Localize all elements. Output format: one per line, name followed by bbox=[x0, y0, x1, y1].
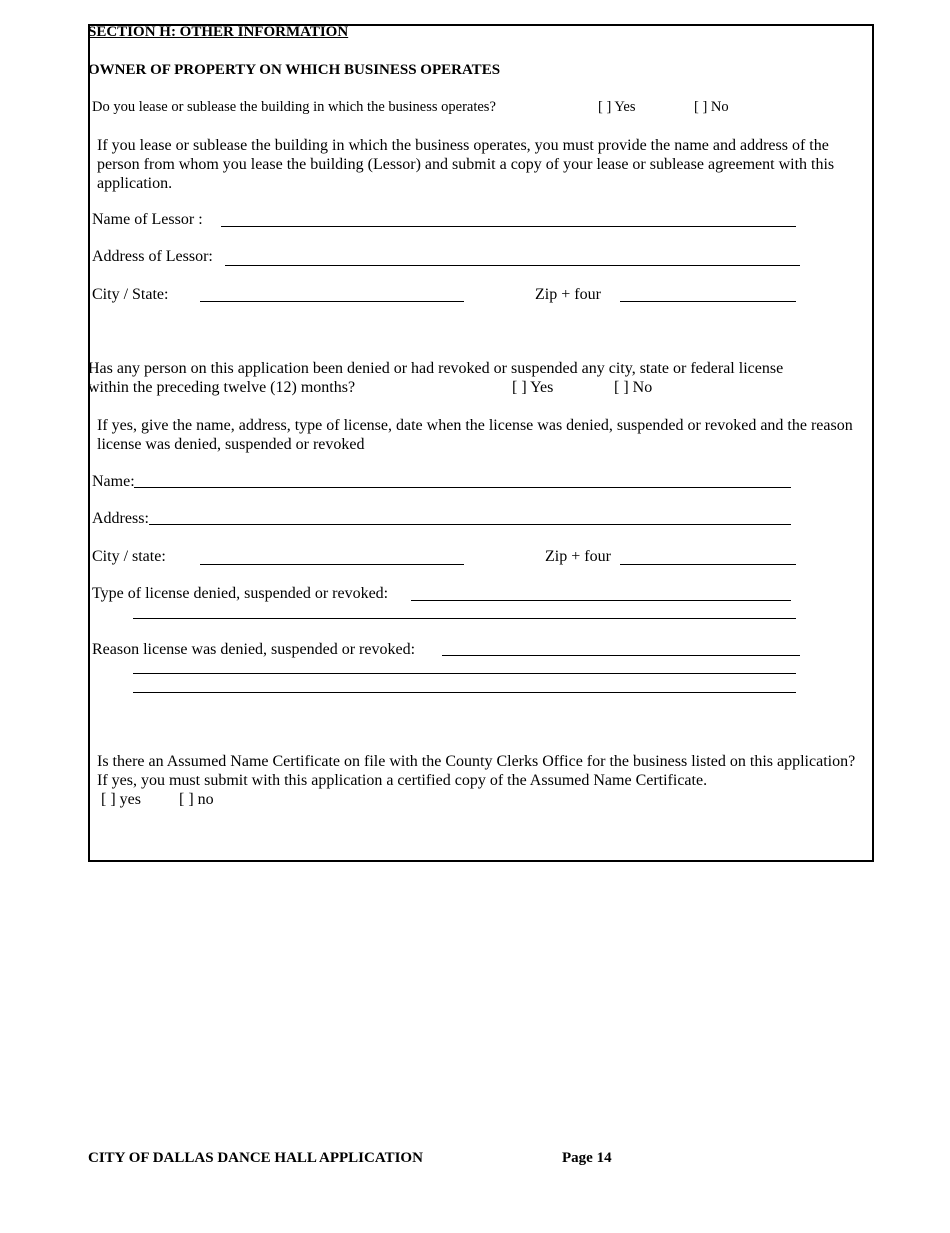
lessor-address-label: Address of Lessor: bbox=[92, 248, 213, 265]
lease-question: Do you lease or sublease the building in which the business operates? bbox=[92, 99, 496, 115]
license-zip-field[interactable] bbox=[620, 564, 796, 565]
license-instructions: If yes, give the name, address, type of license, date when the license was denied, suspended or revoked and the reason license was denied, suspended or revoked bbox=[97, 417, 853, 453]
license-name-field[interactable] bbox=[134, 487, 791, 488]
license-reason-label: Reason license was denied, suspended or revoked: bbox=[92, 641, 416, 658]
lessor-address-field[interactable] bbox=[225, 265, 800, 266]
license-reason-field[interactable] bbox=[442, 655, 800, 656]
license-name-label: Name: bbox=[92, 473, 135, 490]
footer-title: CITY OF DALLAS DANCE HALL APPLICATION bbox=[88, 1150, 423, 1166]
license-type-label: Type of license denied, suspended or revoked: bbox=[92, 585, 389, 602]
license-reason-field-line2[interactable] bbox=[133, 673, 796, 674]
owner-heading: OWNER OF PROPERTY ON WHICH BUSINESS OPERATES bbox=[88, 62, 501, 78]
license-address-field[interactable] bbox=[149, 524, 791, 525]
lease-instructions: If you lease or sublease the building in which the business operates, you must provide the name and address of the person from whom you lease the building (Lessor) and submit a copy of your lease or sublease agreement with this application. bbox=[97, 137, 835, 192]
lessor-name-field[interactable] bbox=[221, 226, 796, 227]
license-city-field[interactable] bbox=[200, 564, 464, 565]
lessor-city-label: City / State: bbox=[92, 286, 169, 303]
license-yes-checkbox[interactable]: [ ] Yes bbox=[512, 379, 554, 396]
assumed-name-yes-checkbox[interactable]: [ ] yes bbox=[101, 791, 141, 808]
license-zip-label: Zip + four bbox=[545, 548, 611, 565]
lessor-city-field[interactable] bbox=[200, 301, 464, 302]
assumed-name-no-checkbox[interactable]: [ ] no bbox=[179, 791, 214, 808]
license-city-label: City / state: bbox=[92, 548, 166, 565]
license-question-line1: Has any person on this application been denied or had revoked or suspended any city, state or federal license bbox=[88, 360, 784, 377]
lessor-zip-label: Zip + four bbox=[535, 286, 601, 303]
section-title: SECTION H: OTHER INFORMATION bbox=[88, 24, 349, 40]
page-number: Page 14 bbox=[562, 1150, 612, 1166]
lessor-name-label: Name of Lessor : bbox=[92, 211, 203, 228]
license-question-line2: within the preceding twelve (12) months? bbox=[88, 379, 356, 396]
lease-yes-checkbox[interactable]: [ ] Yes bbox=[598, 99, 636, 115]
license-address-label: Address: bbox=[92, 510, 149, 527]
license-type-field[interactable] bbox=[411, 600, 791, 601]
license-reason-field-line3[interactable] bbox=[133, 692, 796, 693]
lease-no-checkbox[interactable]: [ ] No bbox=[694, 99, 729, 115]
license-no-checkbox[interactable]: [ ] No bbox=[614, 379, 653, 396]
assumed-name-question: Is there an Assumed Name Certificate on file with the County Clerks Office for the business listed on this application? If yes, you must submit with this application a certified copy of the Assumed Name Certificate. bbox=[97, 753, 856, 789]
lessor-zip-field[interactable] bbox=[620, 301, 796, 302]
license-type-field-line2[interactable] bbox=[133, 618, 796, 619]
